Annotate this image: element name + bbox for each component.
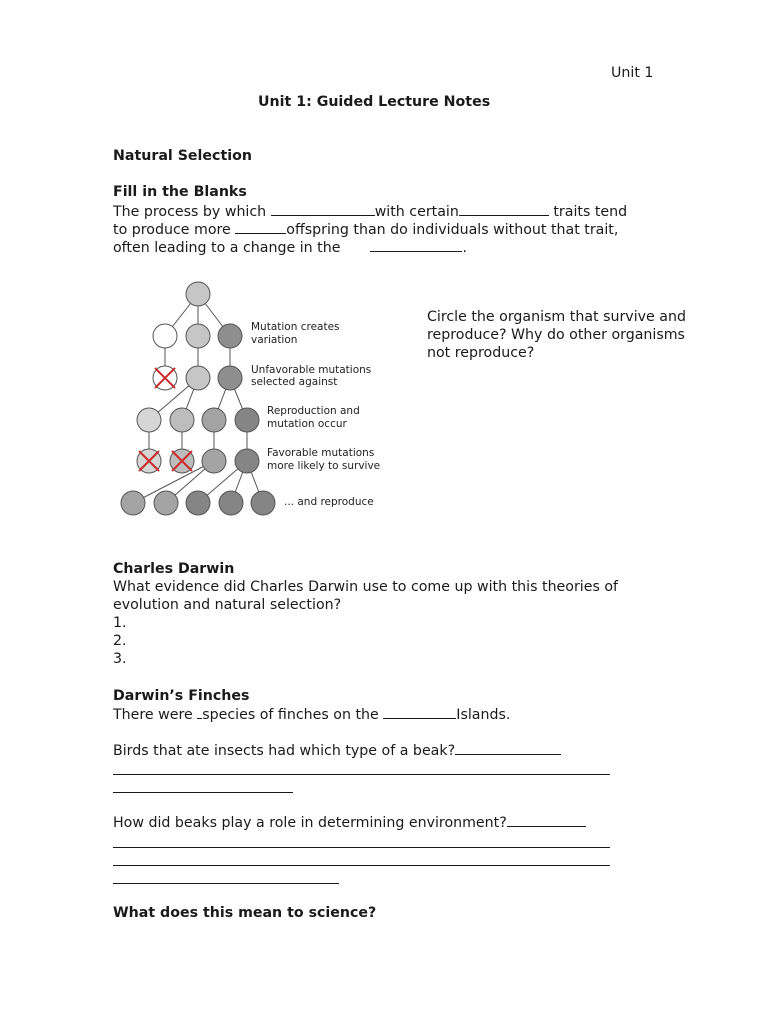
organism-circle <box>186 324 210 348</box>
diagram-label: ... and reproduce <box>284 496 374 508</box>
diagram-label: Reproduction and <box>267 405 360 417</box>
subheading-fill-blanks: Fill in the Blanks <box>113 184 247 200</box>
organism-circle <box>121 491 145 515</box>
organism-circle <box>218 366 242 390</box>
blank-islands[interactable] <box>383 705 456 719</box>
diagram-label: Favorable mutations <box>267 447 375 459</box>
answer-blank[interactable] <box>507 813 586 827</box>
evidence-item: 3. <box>113 651 127 667</box>
text-fragment: with certain <box>374 204 459 220</box>
natural-selection-diagram <box>110 275 380 525</box>
question-beak-environment <box>113 813 586 832</box>
organism-circle <box>235 408 259 432</box>
organism-circle <box>170 408 194 432</box>
text-fragment: How did beaks play a role in determining environment? <box>113 815 507 831</box>
diagram-label: Unfavorable mutations <box>251 364 372 376</box>
text-fragment: . <box>462 240 467 256</box>
section-heading-natural-selection: Natural Selection <box>113 148 252 164</box>
text-fragment: often leading to a change in the <box>113 240 341 256</box>
section-heading-finches: Darwin’s Finches <box>113 688 250 704</box>
organism-circle <box>251 491 275 515</box>
organism-circle <box>218 324 242 348</box>
darwin-question-line: What evidence did Charles Darwin use to come up with this theories of <box>113 579 619 595</box>
blank-organisms[interactable] <box>271 202 375 216</box>
darwin-question-line: evolution and natural selection? <box>113 597 342 613</box>
text-fragment: The process by which <box>113 204 271 220</box>
blank-population[interactable] <box>370 238 462 252</box>
section-heading-science: What does this mean to science? <box>113 905 377 921</box>
diagram-label: variation <box>251 334 298 346</box>
text-fragment: to produce more <box>113 222 236 238</box>
question-line: not reproduce? <box>427 345 535 361</box>
question-beak-type <box>113 741 561 760</box>
text-fragment: Birds that ate insects had which type of a beak? <box>113 743 456 759</box>
text-fragment: There were <box>113 707 198 723</box>
evidence-item: 1. <box>113 615 127 631</box>
fill-blank-line-2 <box>113 220 618 239</box>
organism-circle <box>186 282 210 306</box>
answer-line[interactable] <box>113 792 293 793</box>
diagram-label: more likely to survive <box>267 460 381 472</box>
question-line: Circle the organism that survive and <box>427 309 686 325</box>
organism-circle <box>219 491 243 515</box>
organism-circle <box>202 449 226 473</box>
organism-circle <box>202 408 226 432</box>
organism-circle <box>153 324 177 348</box>
answer-line[interactable] <box>113 865 610 866</box>
blank-offspring[interactable] <box>235 220 286 234</box>
text-fragment: Islands. <box>456 707 511 723</box>
fill-blank-line-1 <box>113 202 627 221</box>
text-fragment: offspring than do individuals without that trait, <box>286 222 619 238</box>
text-fragment: species of finches on the <box>202 707 384 723</box>
organism-circle <box>186 366 210 390</box>
organism-circle <box>154 491 178 515</box>
fill-blank-line-3 <box>113 238 467 257</box>
page-title: Unit 1: Guided Lecture Notes <box>258 94 491 110</box>
diagram-label: mutation occur <box>267 418 347 430</box>
question-line: reproduce? Why do other organisms <box>427 327 685 343</box>
unit-label: Unit 1 <box>611 65 654 81</box>
diagram-label: Mutation creates <box>251 321 340 333</box>
blank-traits[interactable] <box>459 202 549 216</box>
organism-circle <box>137 408 161 432</box>
answer-line[interactable] <box>113 883 339 884</box>
organism-circle <box>186 491 210 515</box>
evidence-item: 2. <box>113 633 127 649</box>
answer-line[interactable] <box>113 774 610 775</box>
finches-line <box>113 705 510 724</box>
answer-blank[interactable] <box>455 741 561 755</box>
section-heading-charles-darwin: Charles Darwin <box>113 561 235 577</box>
organism-circle <box>235 449 259 473</box>
text-fragment: traits tend <box>548 204 628 220</box>
answer-line[interactable] <box>113 847 610 848</box>
diagram-label: selected against <box>251 376 338 388</box>
